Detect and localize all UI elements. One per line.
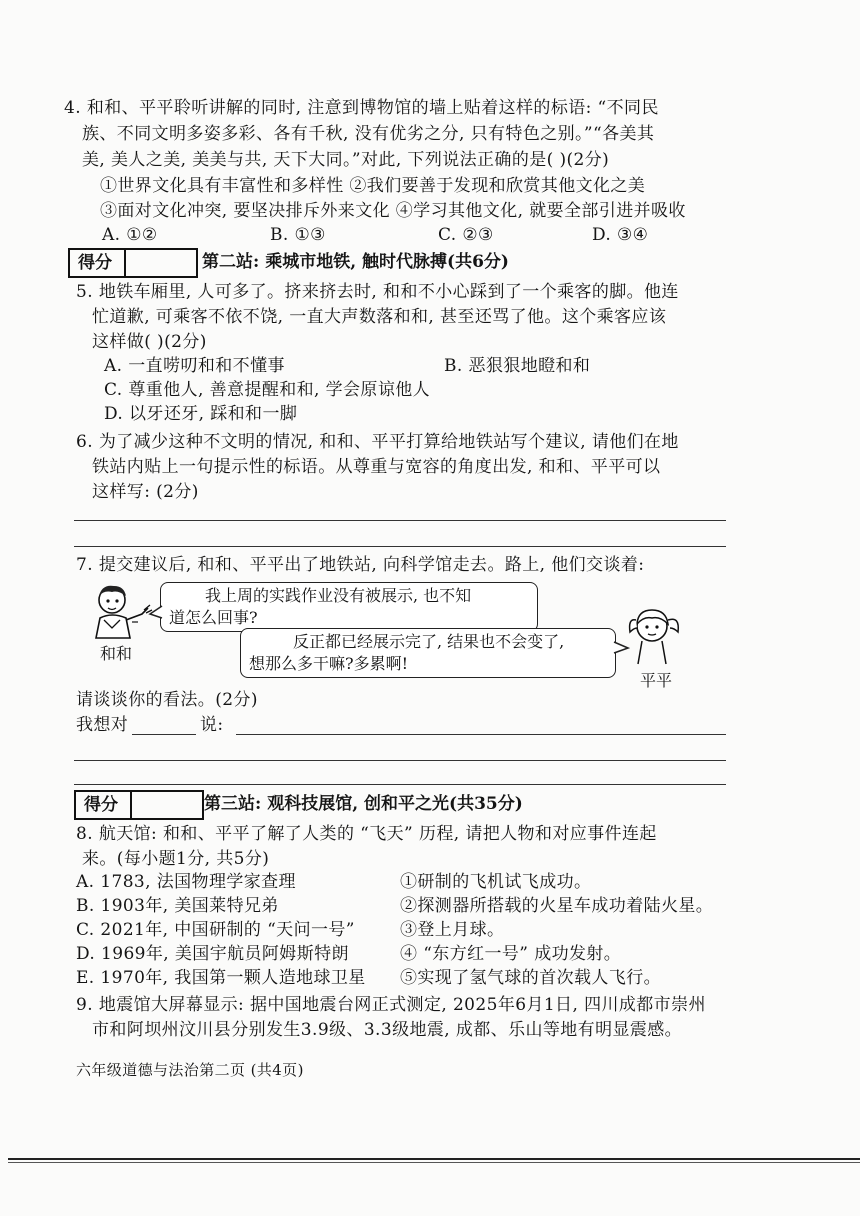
bubble2-line-1: 反正都已经展示完了, 结果也不会变了, [293, 632, 565, 651]
q6-line-3: 这样写: (2分) [92, 482, 199, 502]
q8-event-1: ①研制的飞机试飞成功。 [400, 872, 592, 892]
q7-answer-line-3[interactable] [74, 784, 726, 785]
hehe-name-label: 和和 [100, 644, 133, 663]
q7-answer-line-2[interactable] [74, 760, 726, 761]
q7-answer-say: 说: [200, 715, 224, 735]
q8-event-5: ⑤实现了氢气球的首次载人飞行。 [400, 968, 661, 988]
pingping-name-label: 平平 [640, 671, 673, 690]
q4-option-c: C. ②③ [438, 225, 494, 245]
bubble1-line-1: 我上周的实践作业没有被展示, 也不知 [205, 586, 472, 605]
q4-line-1: 4. 和和、平平聆听讲解的同时, 注意到博物馆的墙上贴着这样的标语: “不同民 [64, 98, 659, 118]
q7-answer-line-1[interactable] [236, 734, 726, 735]
q5-option-c: C. 尊重他人, 善意提醒和和, 学会原谅他人 [104, 380, 431, 400]
q8-person-c: C. 2021年, 中国研制的 “天问一号” [76, 920, 355, 940]
page-bottom-rule [8, 1158, 860, 1160]
q5-option-d: D. 以牙还牙, 踩和和一脚 [104, 404, 298, 424]
hehe-speech-bubble [160, 582, 538, 632]
q7-prompt: 请谈谈你的看法。(2分) [76, 690, 258, 710]
q4-line-2: 族、不同文明多姿多彩、各有千秋, 没有优劣之分, 只有特色之别。”“各美其 [82, 124, 655, 144]
section2-title: 第二站: 乘城市地铁, 触时代脉搏(共6分) [202, 252, 509, 272]
q6-answer-line-1[interactable] [74, 520, 726, 521]
q5-line-1: 5. 地铁车厢里, 人可多了。挤来挤去时, 和和不小心踩到了一个乘客的脚。他连 [76, 282, 679, 302]
q7-line-1: 7. 提交建议后, 和和、平平出了地铁站, 向科学馆走去。路上, 他们交谈着: [76, 555, 645, 575]
q8-line-2: 来。(每小题1分, 共5分) [82, 849, 270, 869]
q4-line-3: 美, 美人之美, 美美与共, 天下大同。”对此, 下列说法正确的是( )(2分) [82, 150, 610, 170]
q4-option-b: B. ①③ [270, 225, 326, 245]
pingping-speech-bubble [240, 628, 616, 678]
q9-line-1: 9. 地震馆大屏幕显示: 据中国地震台网正式测定, 2025年6月1日, 四川成都市崇州 [76, 995, 706, 1015]
q8-event-3: ③登上月球。 [400, 920, 505, 940]
q4-option-d: D. ③④ [592, 225, 649, 245]
q4-statements-1: ①世界文化具有丰富性和多样性 ②我们要善于发现和欣赏其他文化之美 [100, 176, 646, 196]
q6-line-1: 6. 为了减少这种不文明的情况, 和和、平平打算给地铁站写个建议, 请他们在地 [76, 432, 679, 452]
q6-line-2: 铁站内贴上一句提示性的标语。从尊重与宽容的角度出发, 和和、平平可以 [92, 457, 661, 477]
score-blank [132, 792, 202, 818]
score-label: 得分 [76, 792, 132, 818]
q8-person-e: E. 1970年, 我国第一颗人造地球卫星 [76, 968, 366, 988]
page-bottom-rule-thin [8, 1162, 860, 1163]
q4-option-a: A. ①② [102, 225, 158, 245]
score-label: 得分 [70, 250, 126, 276]
section3-title: 第三站: 观科技展馆, 创和平之光(共35分) [204, 794, 523, 814]
bubble1-tail [148, 604, 164, 622]
section3-score-box [74, 790, 204, 820]
bubble1-line-2: 道怎么回事? [169, 608, 258, 627]
q5-option-a: A. 一直唠叨和和不懂事 [104, 356, 285, 376]
pingping-girl-illustration [624, 598, 684, 668]
q6-answer-line-2[interactable] [74, 546, 726, 547]
q5-option-b: B. 恶狠狠地瞪和和 [444, 356, 591, 376]
q9-line-2: 市和阿坝州汶川县分别发生3.9级、3.3级地震, 成都、乐山等地有明显震感。 [92, 1020, 683, 1040]
q8-person-b: B. 1903年, 美国莱特兄弟 [76, 896, 279, 916]
score-blank [126, 250, 196, 276]
q8-line-1: 8. 航天馆: 和和、平平了解了人类的 “飞天” 历程, 请把人物和对应事件连起 [76, 824, 657, 844]
hehe-boy-illustration [88, 580, 154, 640]
q7-person-blank[interactable] [132, 734, 196, 735]
q5-line-2: 忙道歉, 可乘客不依不饶, 一直大声数落和和, 甚至还骂了他。这个乘客应该 [92, 307, 667, 327]
q8-event-4: ④ “东方红一号” 成功发射。 [400, 944, 622, 964]
q5-line-3: 这样做( )(2分) [92, 332, 207, 352]
q4-statements-2: ③面对文化冲突, 要坚决排斥外来文化 ④学习其他文化, 就要全部引进并吸收 [100, 201, 686, 221]
q8-person-d: D. 1969年, 美国宇航员阿姆斯特朗 [76, 944, 349, 964]
q8-person-a: A. 1783, 法国物理学家查理 [76, 872, 296, 892]
bubble2-line-2: 想那么多干嘛?多累啊! [249, 654, 409, 673]
section2-score-box [68, 248, 198, 278]
q8-event-2: ②探测器所搭载的火星车成功着陆火星。 [400, 896, 714, 916]
q7-answer-prefix: 我想对 [76, 715, 129, 735]
page-footer: 六年级道德与法治第二页 (共4页) [76, 1061, 304, 1079]
